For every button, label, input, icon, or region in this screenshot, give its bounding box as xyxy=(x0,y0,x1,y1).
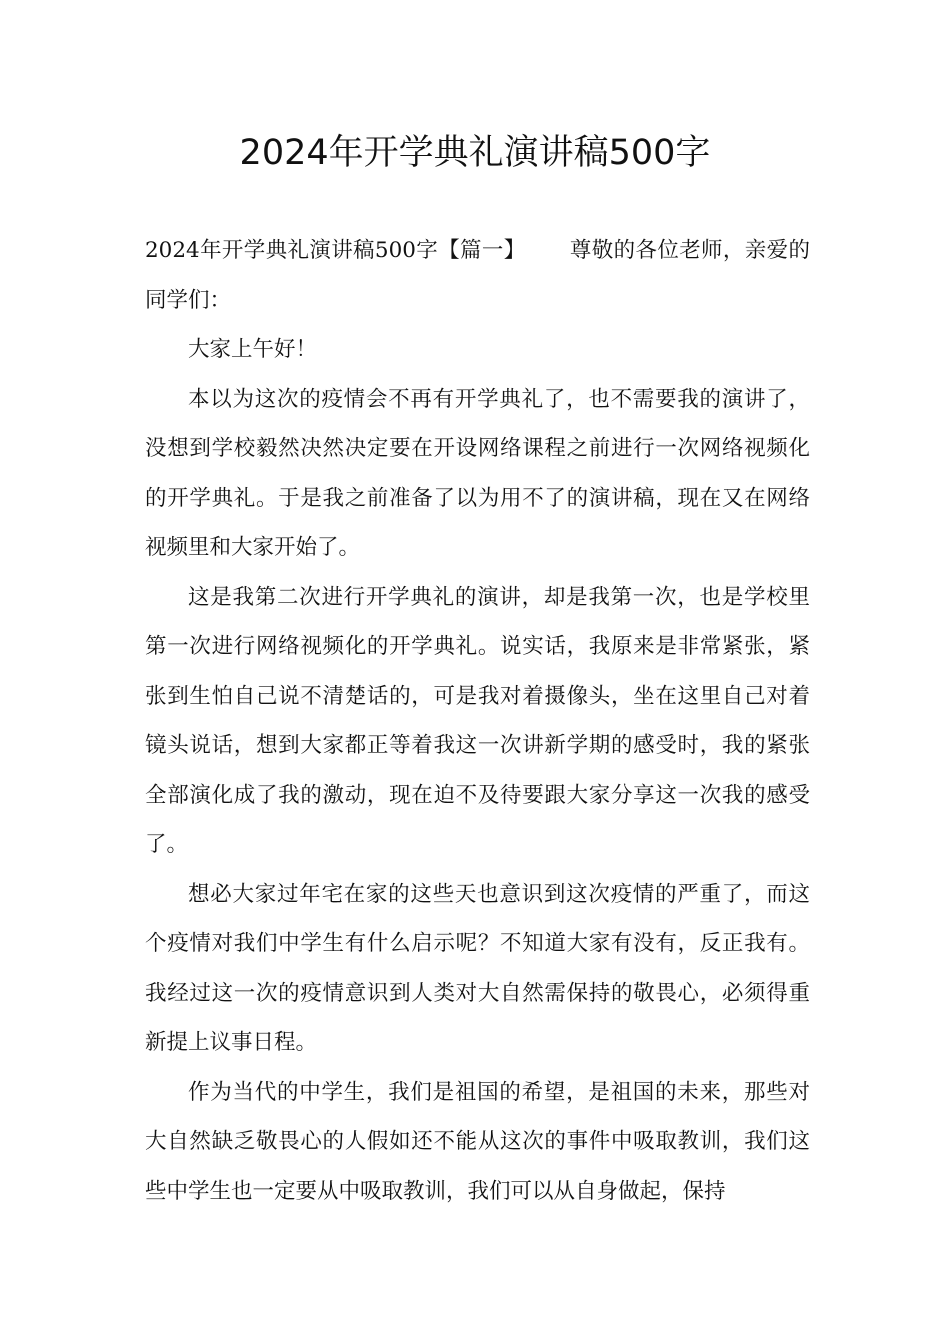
opening-paragraph xyxy=(145,226,810,325)
body-paragraph: 想必大家过年宅在家的这些天也意识到这次疫情的严重了，而这个疫情对我们中学生有什么启示呢？不知道大家有没有，反正我有。我经过这一次的疫情意识到人类对大自然需保持的敬畏心，必须得重新提上议事日程。 xyxy=(145,881,810,1055)
document-body xyxy=(145,226,810,1216)
section-heading: 2024年开学典礼演讲稿500字【篇一】 xyxy=(145,238,526,263)
document-title: 2024年开学典礼演讲稿500字 xyxy=(239,133,711,173)
greeting-paragraph: 大家上午好！ xyxy=(188,337,318,362)
salutation: 尊敬的各位老师，亲爱的同学们： xyxy=(145,238,810,313)
body-paragraph: 作为当代的中学生，我们是祖国的希望，是祖国的未来，那些对大自然缺乏敬畏心的人假如还不能从这次的事件中吸取教训，我们这些中学生也一定要从中吸取教训，我们可以从自身做起，保持 xyxy=(145,1079,810,1204)
body-paragraph: 本以为这次的疫情会不再有开学典礼了，也不需要我的演讲了，没想到学校毅然决然决定要在开设网络课程之前进行一次网络视频化的开学典礼。于是我之前准备了以为用不了的演讲稿，现在又在网络视频里和大家开始了。 xyxy=(145,386,810,560)
body-paragraph: 这是我第二次进行开学典礼的演讲，却是我第一次，也是学校里第一次进行网络视频化的开学典礼。说实话，我原来是非常紧张，紧张到生怕自己说不清楚话的，可是我对着摄像头，坐在这里自己对着镜头说话，想到大家都正等着我这一次讲新学期的感受时，我的紧张全部演化成了我的激动，现在迫不及待要跟大家分享这一次我的感受了。 xyxy=(145,584,810,857)
